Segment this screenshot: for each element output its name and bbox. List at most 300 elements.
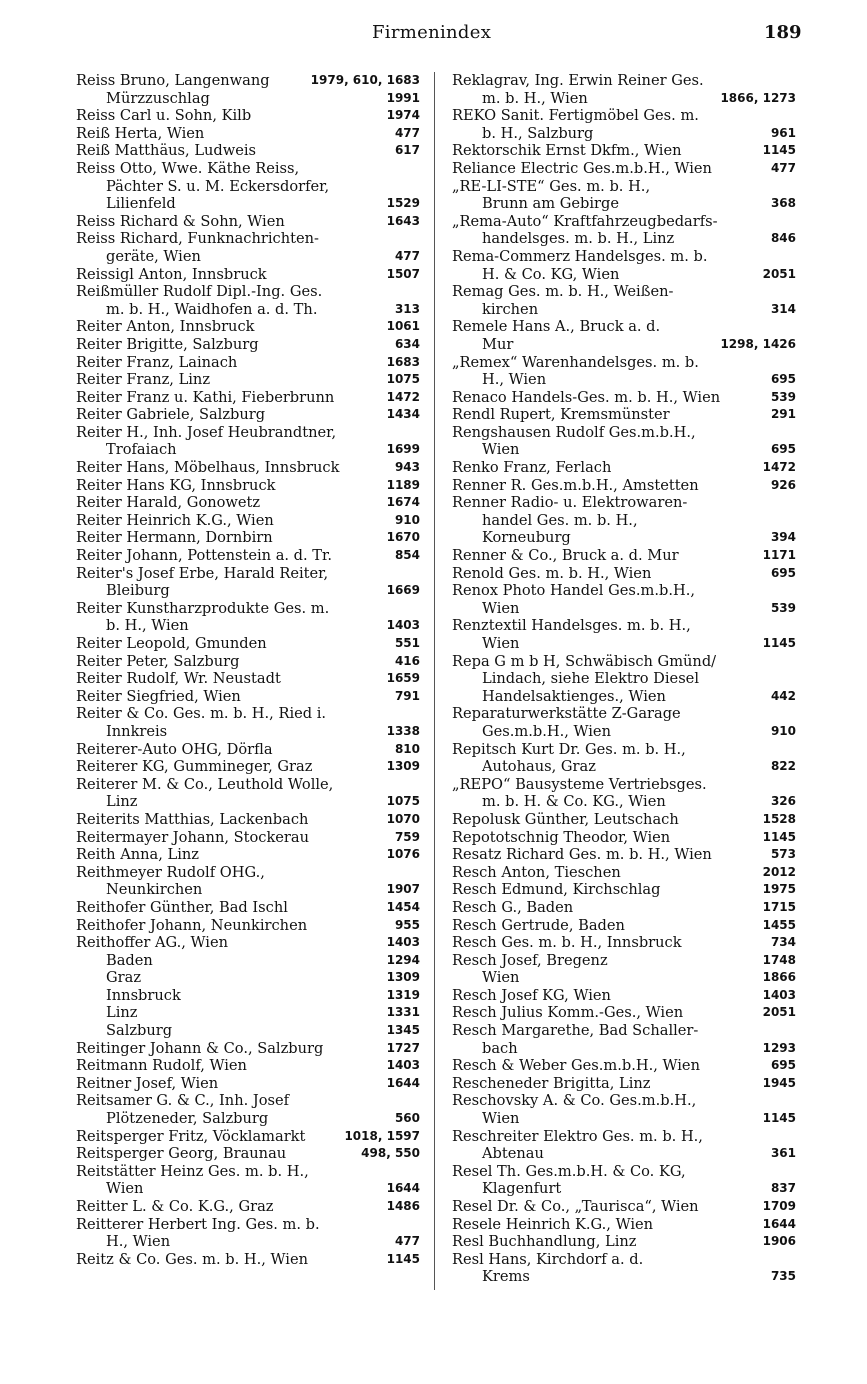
index-entry — [76, 705, 420, 740]
entry-text: Reiter Hans KG, Innsbruck — [76, 476, 276, 494]
page-reference: 1294 — [386, 952, 420, 967]
entry-line — [452, 1075, 796, 1093]
entry-text: Salzburg — [106, 1022, 173, 1040]
entry-text: Reitsperger Fritz, Vöcklamarkt — [76, 1127, 306, 1145]
entry-text: Reiter Hermann, Dornbirn — [76, 529, 273, 547]
entry-text: Reiterer KG, Gummineger, Graz — [76, 758, 313, 776]
entry-line — [452, 160, 796, 178]
page-reference: 617 — [394, 143, 420, 158]
entry-text: Resch Margarethe, Bad Schaller- — [452, 1022, 699, 1040]
page-reference: 1076 — [386, 847, 420, 862]
entry-line — [452, 1198, 796, 1216]
entry-text: Rektorschik Ernst Dkfm., Wien — [452, 142, 682, 160]
entry-line — [76, 1075, 420, 1093]
entry-line — [452, 987, 796, 1005]
index-entry — [452, 248, 796, 283]
entry-line — [76, 354, 420, 372]
entry-continuation-line — [452, 195, 796, 213]
entry-text: Remag Ges. m. b. H., Weißen- — [452, 283, 674, 301]
entry-text: Reliance Electric Ges.m.b.H., Wien — [452, 159, 712, 177]
page-reference: 1644 — [386, 1181, 420, 1196]
page-reference: 1145 — [762, 143, 796, 158]
entry-line — [452, 318, 796, 336]
entry-text: Innsbruck — [106, 986, 181, 1004]
entry-text: Repolusk Günther, Leutschach — [452, 810, 679, 828]
page-reference: 695 — [770, 442, 796, 457]
page-reference: 1319 — [386, 987, 420, 1002]
entry-line — [452, 705, 796, 723]
page-reference: 1945 — [762, 1075, 796, 1090]
entry-continuation-line — [452, 635, 796, 653]
entry-text: Trofaiach — [106, 441, 177, 459]
entry-text: Reklagrav, Ing. Erwin Reiner Ges. — [452, 72, 704, 89]
entry-text: handel Ges. m. b. H., — [482, 511, 638, 529]
page-reference: 442 — [770, 688, 796, 703]
entry-text: Abtenau — [482, 1145, 544, 1163]
entry-line — [452, 741, 796, 759]
entry-text: Reithoffer AG., Wien — [76, 934, 229, 952]
entry-text: Wien — [482, 441, 520, 459]
entry-line — [452, 424, 796, 442]
index-entry — [452, 1216, 796, 1234]
index-entry — [452, 178, 796, 213]
entry-line — [452, 811, 796, 829]
page-reference: 551 — [394, 636, 420, 650]
page-reference: 837 — [770, 1181, 796, 1196]
entry-continuation-line — [452, 969, 796, 987]
index-entry — [76, 125, 420, 143]
entry-text: Reiter Siegfried, Wien — [76, 687, 241, 705]
entry-text: Resch Gertrude, Baden — [452, 916, 625, 934]
index-entry — [76, 547, 420, 565]
entry-text: „RE-LI-STE“ Ges. m. b. H., — [452, 177, 651, 195]
entry-text: Reiter Brigitte, Salzburg — [76, 335, 259, 353]
entry-line — [452, 1004, 796, 1022]
entry-text: Reiss Carl u. Sohn, Kilb — [76, 107, 252, 125]
entry-line — [452, 213, 796, 231]
entry-line — [452, 864, 796, 882]
entry-line — [452, 1251, 796, 1269]
index-entry — [76, 512, 420, 530]
entry-text: m. b. H. & Co. KG., Wien — [482, 793, 666, 811]
index-entry — [452, 582, 796, 617]
entry-line — [76, 142, 420, 160]
index-entry — [452, 1198, 796, 1216]
page-reference: 1298, 1426 — [720, 336, 796, 351]
entry-text: Mur — [482, 335, 514, 353]
index-entry — [76, 688, 420, 706]
index-entry — [76, 459, 420, 477]
index-entry — [76, 917, 420, 935]
entry-continuation-line — [76, 90, 420, 108]
entry-line — [452, 917, 796, 935]
page-reference: 1659 — [386, 671, 420, 686]
page-reference: 1906 — [762, 1234, 796, 1249]
index-entry — [452, 864, 796, 882]
entry-line — [452, 1092, 796, 1110]
index-entry — [76, 758, 420, 776]
index-entry — [76, 846, 420, 864]
page-reference: 498, 550 — [361, 1146, 420, 1161]
entry-text: Renztextil Handelsges. m. b. H., — [452, 617, 691, 635]
index-entry — [452, 142, 796, 160]
entry-line — [452, 846, 796, 864]
entry-line — [76, 547, 420, 565]
index-entry — [76, 142, 420, 160]
page-reference: 1674 — [386, 495, 420, 510]
entry-text: Krems — [482, 1268, 530, 1286]
index-column-right — [452, 72, 796, 1286]
entry-text: Reiter H., Inh. Josef Heubrandtner, — [76, 423, 337, 441]
page-reference: 1403 — [386, 935, 420, 950]
entry-line — [452, 582, 796, 600]
entry-line — [76, 494, 420, 512]
page-reference: 1171 — [762, 548, 796, 563]
entry-text: Remele Hans A., Bruck a. d. — [452, 318, 661, 336]
entry-line — [76, 705, 420, 723]
page-reference: 477 — [394, 248, 420, 263]
index-entry — [452, 846, 796, 864]
entry-line — [76, 670, 420, 688]
entry-continuation-line — [76, 1110, 420, 1128]
index-entry — [76, 899, 420, 917]
entry-line — [452, 1233, 796, 1251]
index-entry — [452, 547, 796, 565]
index-entry — [76, 477, 420, 495]
entry-text: Resl Buchhandlung, Linz — [452, 1233, 637, 1251]
entry-text: Resch & Weber Ges.m.b.H., Wien — [452, 1057, 700, 1075]
page-reference: 734 — [770, 935, 796, 950]
page-reference: 846 — [770, 231, 796, 246]
index-entry — [76, 107, 420, 125]
entry-text: Reiterer M. & Co., Leuthold Wolle, — [76, 775, 334, 793]
entry-text: kirchen — [482, 300, 539, 318]
page-reference: 1472 — [386, 389, 420, 404]
index-entry — [452, 617, 796, 652]
index-entry — [452, 494, 796, 547]
index-entry — [76, 1145, 420, 1163]
entry-continuation-line — [76, 969, 420, 987]
index-entry — [452, 160, 796, 178]
index-entry — [76, 1040, 420, 1058]
entry-line — [452, 952, 796, 970]
entry-text: Renko Franz, Ferlach — [452, 459, 612, 477]
entry-text: Reiter Franz, Lainach — [76, 353, 238, 371]
entry-line — [76, 653, 420, 671]
page-reference: 1331 — [386, 1005, 420, 1020]
index-entry — [452, 389, 796, 407]
entry-text: Rema-Commerz Handelsges. m. b. — [452, 247, 708, 265]
entry-text: Repototschnig Theodor, Wien — [452, 828, 671, 846]
entry-continuation-line — [76, 195, 420, 213]
entry-text: Neunkirchen — [106, 881, 203, 899]
entry-text: Lilienfeld — [106, 195, 176, 213]
entry-line — [76, 213, 420, 231]
entry-text: Resch Anton, Tieschen — [452, 863, 621, 881]
index-entry — [76, 1198, 420, 1216]
index-entry — [452, 653, 796, 706]
entry-text: Reiss Otto, Wwe. Käthe Reiss, — [76, 159, 300, 177]
page-reference: 735 — [770, 1269, 796, 1284]
entry-text: Reschreiter Elektro Ges. m. b. H., — [452, 1127, 703, 1145]
entry-continuation-line — [452, 90, 796, 108]
entry-line — [76, 864, 420, 882]
entry-line — [452, 178, 796, 196]
page-reference: 2051 — [762, 1005, 796, 1020]
entry-continuation-line — [452, 266, 796, 284]
page-reference: 1403 — [762, 987, 796, 1002]
index-entry — [76, 424, 420, 459]
entry-continuation-line — [76, 1180, 420, 1198]
index-entry — [452, 776, 796, 811]
entry-text: Reiß Herta, Wien — [76, 124, 205, 142]
entry-text: Klagenfurt — [482, 1180, 562, 1198]
entry-text: Reiterer-Auto OHG, Dörfla — [76, 740, 273, 758]
entry-line — [452, 899, 796, 917]
entry-text: Ges.m.b.H., Wien — [482, 722, 611, 740]
entry-text: Reissigl Anton, Innsbruck — [76, 265, 267, 283]
entry-text: Reiter Leopold, Gmunden — [76, 635, 267, 652]
index-entry — [76, 670, 420, 688]
entry-line — [76, 230, 420, 248]
index-entry — [452, 354, 796, 389]
entry-continuation-line — [452, 688, 796, 706]
entry-line — [76, 811, 420, 829]
entry-continuation-line — [452, 371, 796, 389]
entry-continuation-line — [76, 617, 420, 635]
entry-text: Renner Radio- u. Elektrowaren- — [452, 494, 688, 512]
entry-continuation-line — [76, 301, 420, 319]
entry-text: handelsges. m. b. H., Linz — [482, 230, 675, 248]
entry-continuation-line — [452, 793, 796, 811]
entry-line — [452, 1022, 796, 1040]
index-entry — [76, 283, 420, 318]
page-reference: 1338 — [386, 723, 420, 738]
page-reference: 961 — [770, 125, 796, 140]
entry-text: Resch Edmund, Kirchschlag — [452, 881, 661, 899]
index-entry — [452, 1251, 796, 1286]
index-entry — [76, 336, 420, 354]
page-reference: 1403 — [386, 618, 420, 633]
index-entry — [452, 406, 796, 424]
entry-text: H., Wien — [482, 371, 547, 389]
entry-line — [76, 1163, 420, 1181]
entry-text: Renner & Co., Bruck a. d. Mur — [452, 547, 679, 565]
entry-line — [76, 266, 420, 284]
page-reference: 1683 — [386, 354, 420, 369]
page-reference: 1061 — [386, 319, 420, 334]
page-reference: 1529 — [386, 196, 420, 211]
entry-line — [76, 1251, 420, 1269]
page-reference: 1145 — [762, 829, 796, 844]
entry-line — [452, 283, 796, 301]
page-reference: 477 — [394, 125, 420, 140]
entry-line — [452, 248, 796, 266]
entry-continuation-line — [452, 670, 796, 688]
entry-line — [452, 389, 796, 407]
entry-text: Reparaturwerkstätte Z-Garage — [452, 705, 681, 723]
entry-line — [452, 1057, 796, 1075]
page-reference: 1454 — [386, 899, 420, 914]
entry-text: m. b. H., Waidhofen a. d. Th. — [106, 300, 318, 318]
entry-line — [76, 635, 420, 653]
entry-text: Resele Heinrich K.G., Wien — [452, 1215, 654, 1233]
page-reference: 1727 — [386, 1040, 420, 1055]
index-entry — [452, 1233, 796, 1251]
index-entry — [452, 1092, 796, 1127]
entry-text: REKO Sanit. Fertigmöbel Ges. m. — [452, 107, 699, 125]
entry-text: Wien — [482, 969, 520, 987]
entry-line — [76, 424, 420, 442]
entry-text: H. & Co. KG, Wien — [482, 265, 620, 283]
entry-line — [76, 318, 420, 336]
entry-line — [452, 934, 796, 952]
entry-text: Repa G m b H, Schwäbisch Gmünd/ — [452, 652, 717, 670]
page-reference: 1145 — [386, 1251, 420, 1266]
entry-text: Reitermayer Johann, Stockerau — [76, 828, 309, 846]
entry-text: Resch Ges. m. b. H., Innsbruck — [452, 934, 682, 952]
entry-line — [76, 829, 420, 847]
entry-text: Resatz Richard Ges. m. b. H., Wien — [452, 846, 712, 864]
entry-line — [76, 1092, 420, 1110]
entry-text: Reiter Franz, Linz — [76, 371, 211, 389]
page-reference: 1309 — [386, 759, 420, 774]
entry-line — [76, 1216, 420, 1234]
entry-text: Rengshausen Rudolf Ges.m.b.H., — [452, 423, 696, 441]
index-column-left — [76, 72, 420, 1268]
entry-text: Baden — [106, 951, 153, 969]
page-reference: 634 — [394, 336, 420, 351]
entry-text: bach — [482, 1039, 518, 1057]
page-reference: 368 — [770, 196, 796, 211]
entry-text: Bleiburg — [106, 582, 170, 600]
entry-text: Reithmeyer Rudolf OHG., — [76, 863, 265, 881]
entry-continuation-line — [76, 723, 420, 741]
entry-line — [76, 283, 420, 301]
page-reference: 810 — [394, 741, 420, 756]
entry-line — [76, 565, 420, 583]
index-entry — [76, 529, 420, 547]
entry-text: Resch G., Baden — [452, 898, 574, 916]
page-reference: 573 — [770, 847, 796, 862]
page-reference: 695 — [770, 372, 796, 387]
index-entry — [452, 1128, 796, 1163]
page-reference: 477 — [394, 1234, 420, 1249]
index-entry — [76, 1128, 420, 1146]
entry-text: Graz — [106, 969, 142, 987]
entry-continuation-line — [452, 1268, 796, 1286]
index-entry — [76, 600, 420, 635]
entry-continuation-line — [452, 529, 796, 547]
index-entry — [76, 653, 420, 671]
entry-text: Resch Julius Komm.-Ges., Wien — [452, 1004, 684, 1022]
entry-continuation-line — [452, 600, 796, 618]
index-entry — [452, 318, 796, 353]
entry-text: Mürzzuschlag — [106, 89, 210, 107]
page-reference: 416 — [394, 653, 420, 668]
page-reference: 1974 — [386, 108, 420, 123]
index-entry — [452, 1057, 796, 1075]
page-reference: 1670 — [386, 530, 420, 545]
page-reference: 1991 — [386, 90, 420, 105]
entry-text: Rendl Rupert, Kremsmünster — [452, 406, 670, 424]
page-reference: 1075 — [386, 794, 420, 809]
index-entry — [76, 213, 420, 231]
entry-text: Reiter Rudolf, Wr. Neustadt — [76, 670, 281, 688]
entry-continuation-line — [76, 1022, 420, 1040]
entry-line — [452, 107, 796, 125]
entry-text: Reitterer Herbert Ing. Ges. m. b. — [76, 1215, 320, 1233]
entry-text: Lindach, siehe Elektro Diesel — [482, 670, 699, 688]
entry-line — [76, 406, 420, 424]
entry-text: m. b. H., Wien — [482, 89, 588, 107]
index-entry — [76, 266, 420, 284]
entry-continuation-line — [452, 1145, 796, 1163]
page-reference: 1455 — [762, 917, 796, 932]
entry-text: Renox Photo Handel Ges.m.b.H., — [452, 582, 695, 600]
entry-line — [76, 1128, 420, 1146]
page-reference: 2051 — [762, 266, 796, 281]
entry-line — [76, 459, 420, 477]
index-entry — [76, 494, 420, 512]
page-reference: 1715 — [762, 899, 796, 914]
entry-text: Reitter L. & Co. K.G., Graz — [76, 1198, 274, 1215]
entry-text: Reiter Anton, Innsbruck — [76, 318, 255, 336]
entry-continuation-line — [76, 881, 420, 899]
page-reference: 539 — [770, 389, 796, 404]
entry-text: Resel Dr. & Co., „Taurisca“, Wien — [452, 1198, 699, 1215]
index-entry — [76, 318, 420, 336]
entry-line — [452, 565, 796, 583]
entry-text: Reiss Bruno, Langenwang — [76, 72, 270, 89]
index-entry — [452, 213, 796, 248]
index-entry — [76, 1092, 420, 1127]
entry-line — [452, 494, 796, 512]
entry-continuation-line — [452, 441, 796, 459]
entry-continuation-line — [76, 1233, 420, 1251]
entry-line — [76, 741, 420, 759]
page-reference: 1643 — [386, 213, 420, 228]
entry-text: Reiter Johann, Pottenstein a. d. Tr. — [76, 547, 333, 565]
entry-continuation-line — [452, 1110, 796, 1128]
index-entry — [76, 406, 420, 424]
page-reference: 910 — [770, 723, 796, 738]
index-entry — [76, 389, 420, 407]
page-reference: 1472 — [762, 460, 796, 475]
page-header — [0, 22, 867, 52]
index-entry — [452, 1075, 796, 1093]
entry-text: Reitner Josef, Wien — [76, 1074, 219, 1092]
entry-line — [76, 107, 420, 125]
entry-text: Reitsperger Georg, Braunau — [76, 1145, 287, 1163]
entry-text: Reiter Harald, Gonowetz — [76, 494, 261, 512]
page-reference: 291 — [770, 407, 796, 422]
entry-continuation-line — [452, 758, 796, 776]
entry-line — [76, 371, 420, 389]
index-entry — [452, 459, 796, 477]
page-title: Firmenindex — [372, 22, 492, 43]
page-reference: 1345 — [386, 1023, 420, 1038]
entry-text: Reiter Franz u. Kathi, Fieberbrunn — [76, 388, 335, 406]
page-reference: 1403 — [386, 1058, 420, 1073]
entry-text: Reithofer Günther, Bad Ischl — [76, 898, 288, 916]
entry-continuation-line — [452, 723, 796, 741]
entry-line — [76, 600, 420, 618]
entry-continuation-line — [452, 1040, 796, 1058]
entry-text: „Rema-Auto“ Kraftfahrzeugbedarfs- — [452, 212, 718, 230]
entry-text: Reiter Kunstharzprodukte Ges. m. — [76, 599, 330, 617]
entry-line — [76, 336, 420, 354]
